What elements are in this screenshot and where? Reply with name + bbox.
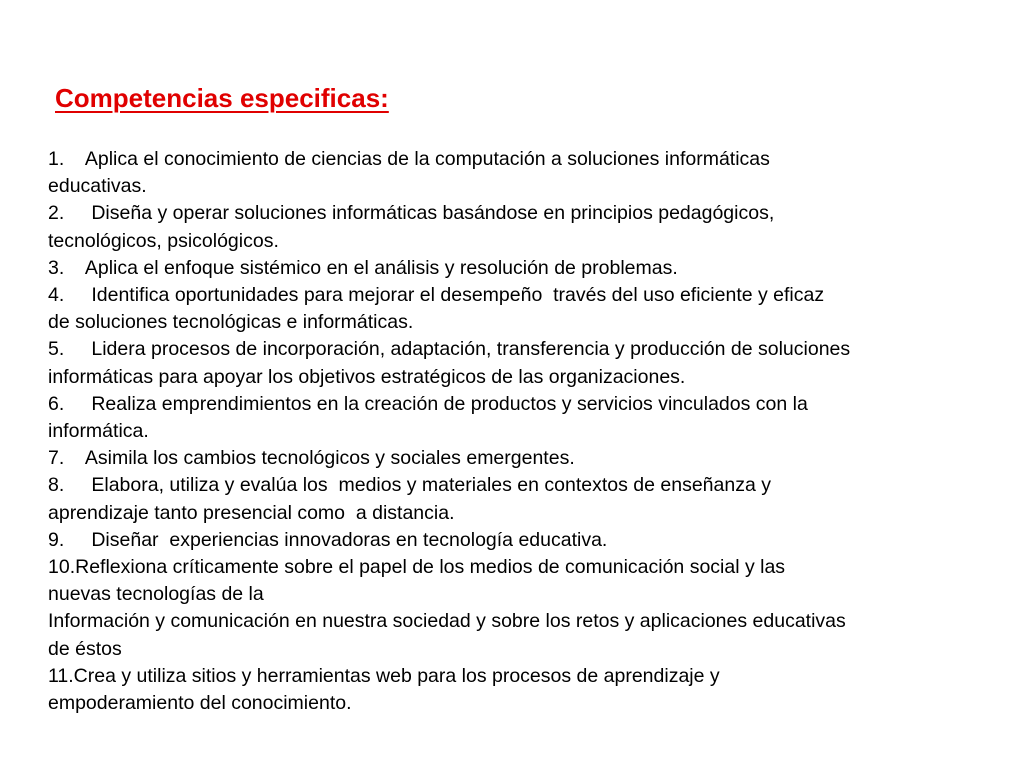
list-line: 3. Aplica el enfoque sistémico en el análisis y resolución de problemas. [48,256,678,279]
list-line: Información y comunicación en nuestra sociedad y sobre los retos y aplicaciones educativas [48,610,846,633]
list-line: 1. Aplica el conocimiento de ciencias de la computación a soluciones informáticas [48,148,770,170]
list-line: informáticas para apoyar los objetivos estratégicos de las organizaciones. [48,365,686,388]
competency-list [48,146,998,717]
list-line: de soluciones tecnológicas e informáticas. [48,311,414,334]
list-line: aprendizaje tanto presencial como a distancia. [48,501,455,524]
list-line: tecnológicos, psicológicos. [48,229,279,252]
list-line: de éstos [48,637,122,660]
list-line: 6. Realiza emprendimientos en la creación de productos y servicios vinculados con la [48,392,808,415]
list-line: 11.Crea y utiliza sitios y herramientas web para los procesos de aprendizaje y [48,664,720,687]
list-line: 9. Diseñar experiencias innovadoras en tecnología educativa. [48,528,608,551]
list-line: 5. Lidera procesos de incorporación, adaptación, transferencia y producción de soluciones [48,338,851,361]
list-line: 7. Asimila los cambios tecnológicos y sociales emergentes. [48,447,575,470]
list-line: informática. [48,420,149,443]
list-line: 4. Identifica oportunidades para mejorar el desempeño través del uso eficiente y eficaz [48,284,825,307]
slide-title: Competencias especificas: [55,83,389,113]
list-line: empoderamiento del conocimiento. [48,692,352,715]
list-line: 8. Elabora, utiliza y evalúa los medios y materiales en contextos de enseñanza y [48,474,771,497]
list-line: educativas. [48,175,147,198]
list-line: 10.Reflexiona críticamente sobre el papel de los medios de comunicación social y las [48,556,786,579]
list-line: nuevas tecnologías de la [48,583,264,606]
list-line: 2. Diseña y operar soluciones informáticas basándose en principios pedagógicos, [48,202,775,225]
